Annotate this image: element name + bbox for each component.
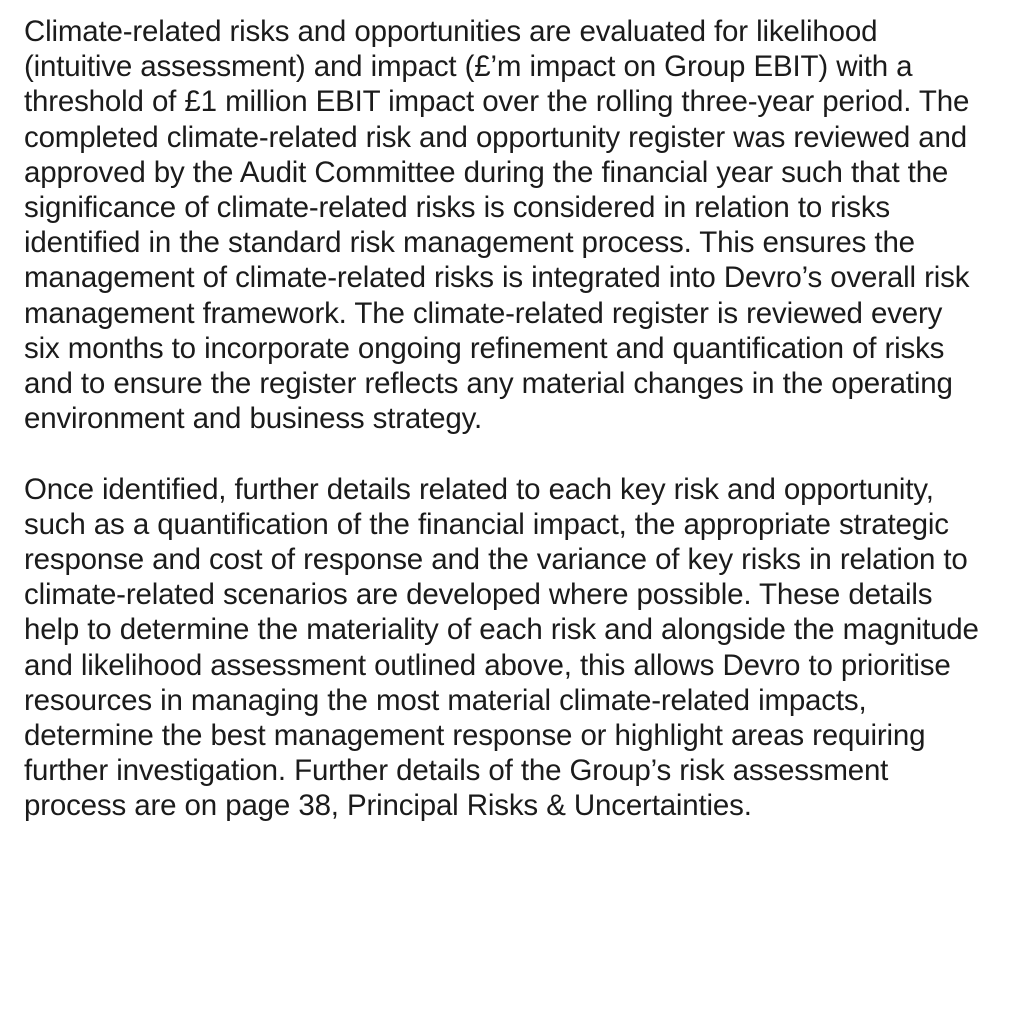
document-body xyxy=(24,14,990,824)
paragraph-risk-assessment-methodology xyxy=(24,14,990,436)
paragraph-line: six months to incorporate ongoing refinement and quantification of risks and to ensure the register reflects any material changes in the operating environment and business strategy. xyxy=(24,331,953,436)
paragraph-line: Climate-related risks and opportunities are evaluated for likelihood (intuitive assessment) and impact (£’m impact on Group EBIT) with a threshold of £1 million EBIT impact over the rolling three-year period. The completed climate-related risk and opportunity register was reviewed and approved by the Audit Committee during the financial year such that the significance of climate-related risks is considered in relation to risks identified in the standard risk management process. This ensures the management of climate-related risks is integrated into Devro’s overall risk management framework. The climate-related register is reviewed every xyxy=(24,15,970,330)
paragraph-risk-prioritisation-and-response xyxy=(24,472,990,824)
paragraph-line: Once identified, further details related to each key risk and opportunity, such as a quantification of the financial impact, the appropriate strategic response and cost of response and the variance of key risks in relation to climate-related scenarios are developed where possible. These details help to determine the materiality of each risk and alongside the magnitude and likelihood assessment outlined above, this allows Devro to prioritise resources in managing the most material climate-related impacts, determine the best management response or highlight areas requiring further investigation. Further details of the Group’s risk assessment process are on page 38, Principal Risks & Uncertainties. xyxy=(24,472,979,823)
